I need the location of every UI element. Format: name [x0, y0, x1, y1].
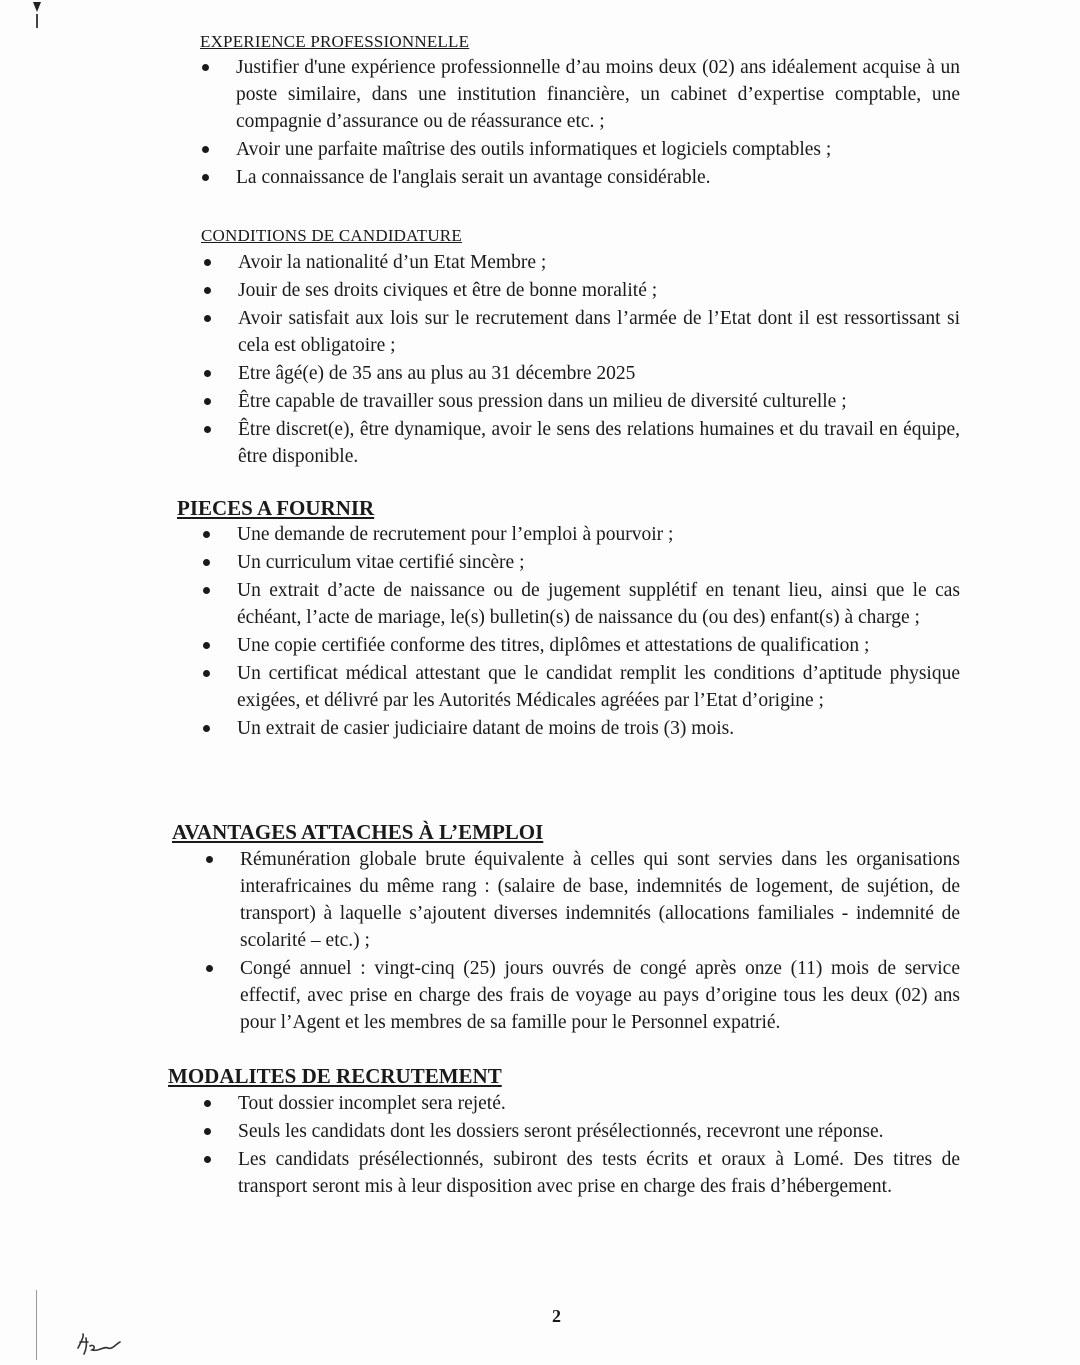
bullet-icon	[203, 587, 210, 594]
bullet-icon	[202, 64, 209, 71]
bullet-icon	[203, 559, 210, 566]
heading-conditions: CONDITIONS DE CANDIDATURE	[201, 226, 462, 245]
list-item: Seuls les candidats dont les dossiers seront présélectionnés, recevront une réponse.	[204, 1118, 960, 1145]
heading-modalites: MODALITES DE RECRUTEMENT	[168, 1064, 502, 1088]
bullet-icon	[204, 370, 211, 377]
list-item: Avoir une parfaite maîtrise des outils informatiques et logiciels comptables ;	[202, 136, 960, 163]
bullet-icon	[202, 146, 209, 153]
scan-left-edge	[36, 1290, 37, 1360]
page-number: 2	[552, 1306, 561, 1326]
heading-experience: EXPERIENCE PROFESSIONNELLE	[200, 32, 470, 51]
list-item: Un certificat médical attestant que le candidat remplit les conditions d’aptitude physique exigées, et délivré par les Autorités Médicales agréées par l’Etat d’origine ;	[203, 660, 960, 714]
bullet-icon	[204, 259, 211, 266]
bullet-icon	[204, 426, 211, 433]
heading-avantages: AVANTAGES ATTACHES À L’EMPLOI	[172, 820, 544, 844]
list-avantages	[206, 846, 960, 1037]
bullet-icon	[204, 287, 211, 294]
bullet-icon	[206, 856, 213, 863]
list-item: Jouir de ses droits civiques et être de bonne moralité ;	[204, 277, 960, 304]
list-conditions	[204, 249, 960, 471]
bullet-icon	[204, 1100, 211, 1107]
list-item: Etre âgé(e) de 35 ans au plus au 31 décembre 2025	[204, 360, 960, 387]
list-item: Avoir la nationalité d’un Etat Membre ;	[204, 249, 960, 276]
list-modalites	[204, 1090, 960, 1201]
heading-pieces: PIECES A FOURNIR	[177, 496, 375, 520]
list-item: Congé annuel : vingt-cinq (25) jours ouvrés de congé après onze (11) mois de service effectif, avec prise en charge des frais de voyage au pays d’origine tous les deux (02) ans pour l’Agent et les membres de sa famille pour le Personnel expatrié.	[206, 955, 960, 1036]
bullet-icon	[204, 315, 211, 322]
list-item: Justifier d'une expérience professionnelle d’au moins deux (02) ans idéalement acquise à un poste similaire, dans une institution financière, un cabinet d’expertise comptable, une compagnie d’assurance ou de réassurance etc. ;	[202, 54, 960, 135]
handwritten-initials-icon	[74, 1330, 124, 1358]
list-pieces	[203, 521, 960, 743]
bullet-icon	[203, 670, 210, 677]
list-item: Les candidats présélectionnés, subiront des tests écrits et oraux à Lomé. Des titres de transport seront mis à leur disposition avec prise en charge des frais d’hébergement.	[204, 1146, 960, 1200]
list-item: Une copie certifiée conforme des titres, diplômes et attestations de qualification ;	[203, 632, 960, 659]
list-item: Rémunération globale brute équivalente à celles qui sont servies dans les organisations interafricaines du même rang : (salaire de base, indemnités de logement, de sujétion, de transport) à laquelle s’ajoutent diverses indemnités (allocations familiales - indemnité de scolarité – etc.) ;	[206, 846, 960, 954]
bullet-icon	[204, 1156, 211, 1163]
list-item: Être discret(e), être dynamique, avoir le sens des relations humaines et du travail en équipe, être disponible.	[204, 416, 960, 470]
bullet-icon	[203, 531, 210, 538]
list-item: La connaissance de l'anglais serait un avantage considérable.	[202, 164, 960, 191]
list-experience	[202, 54, 960, 192]
list-item: Être capable de travailler sous pression dans un milieu de diversité culturelle ;	[204, 388, 960, 415]
scan-corner-mark	[33, 2, 41, 12]
list-item: Un extrait de casier judiciaire datant de moins de trois (3) mois.	[203, 715, 960, 742]
bullet-icon	[206, 965, 213, 972]
bullet-icon	[202, 174, 209, 181]
bullet-icon	[203, 642, 210, 649]
bullet-icon	[204, 1128, 211, 1135]
list-item: Tout dossier incomplet sera rejeté.	[204, 1090, 960, 1117]
bullet-icon	[203, 725, 210, 732]
list-item: Un extrait d’acte de naissance ou de jugement supplétif en tenant lieu, ainsi que le cas échéant, l’acte de mariage, le(s) bulletin(s) de naissance du (ou des) enfant(s) à charge ;	[203, 577, 960, 631]
list-item: Une demande de recrutement pour l’emploi à pourvoir ;	[203, 521, 960, 548]
list-item: Avoir satisfait aux lois sur le recrutement dans l’armée de l’Etat dont il est ressortissant si cela est obligatoire ;	[204, 305, 960, 359]
bullet-icon	[204, 398, 211, 405]
list-item: Un curriculum vitae certifié sincère ;	[203, 549, 960, 576]
scan-edge-mark	[36, 14, 38, 28]
